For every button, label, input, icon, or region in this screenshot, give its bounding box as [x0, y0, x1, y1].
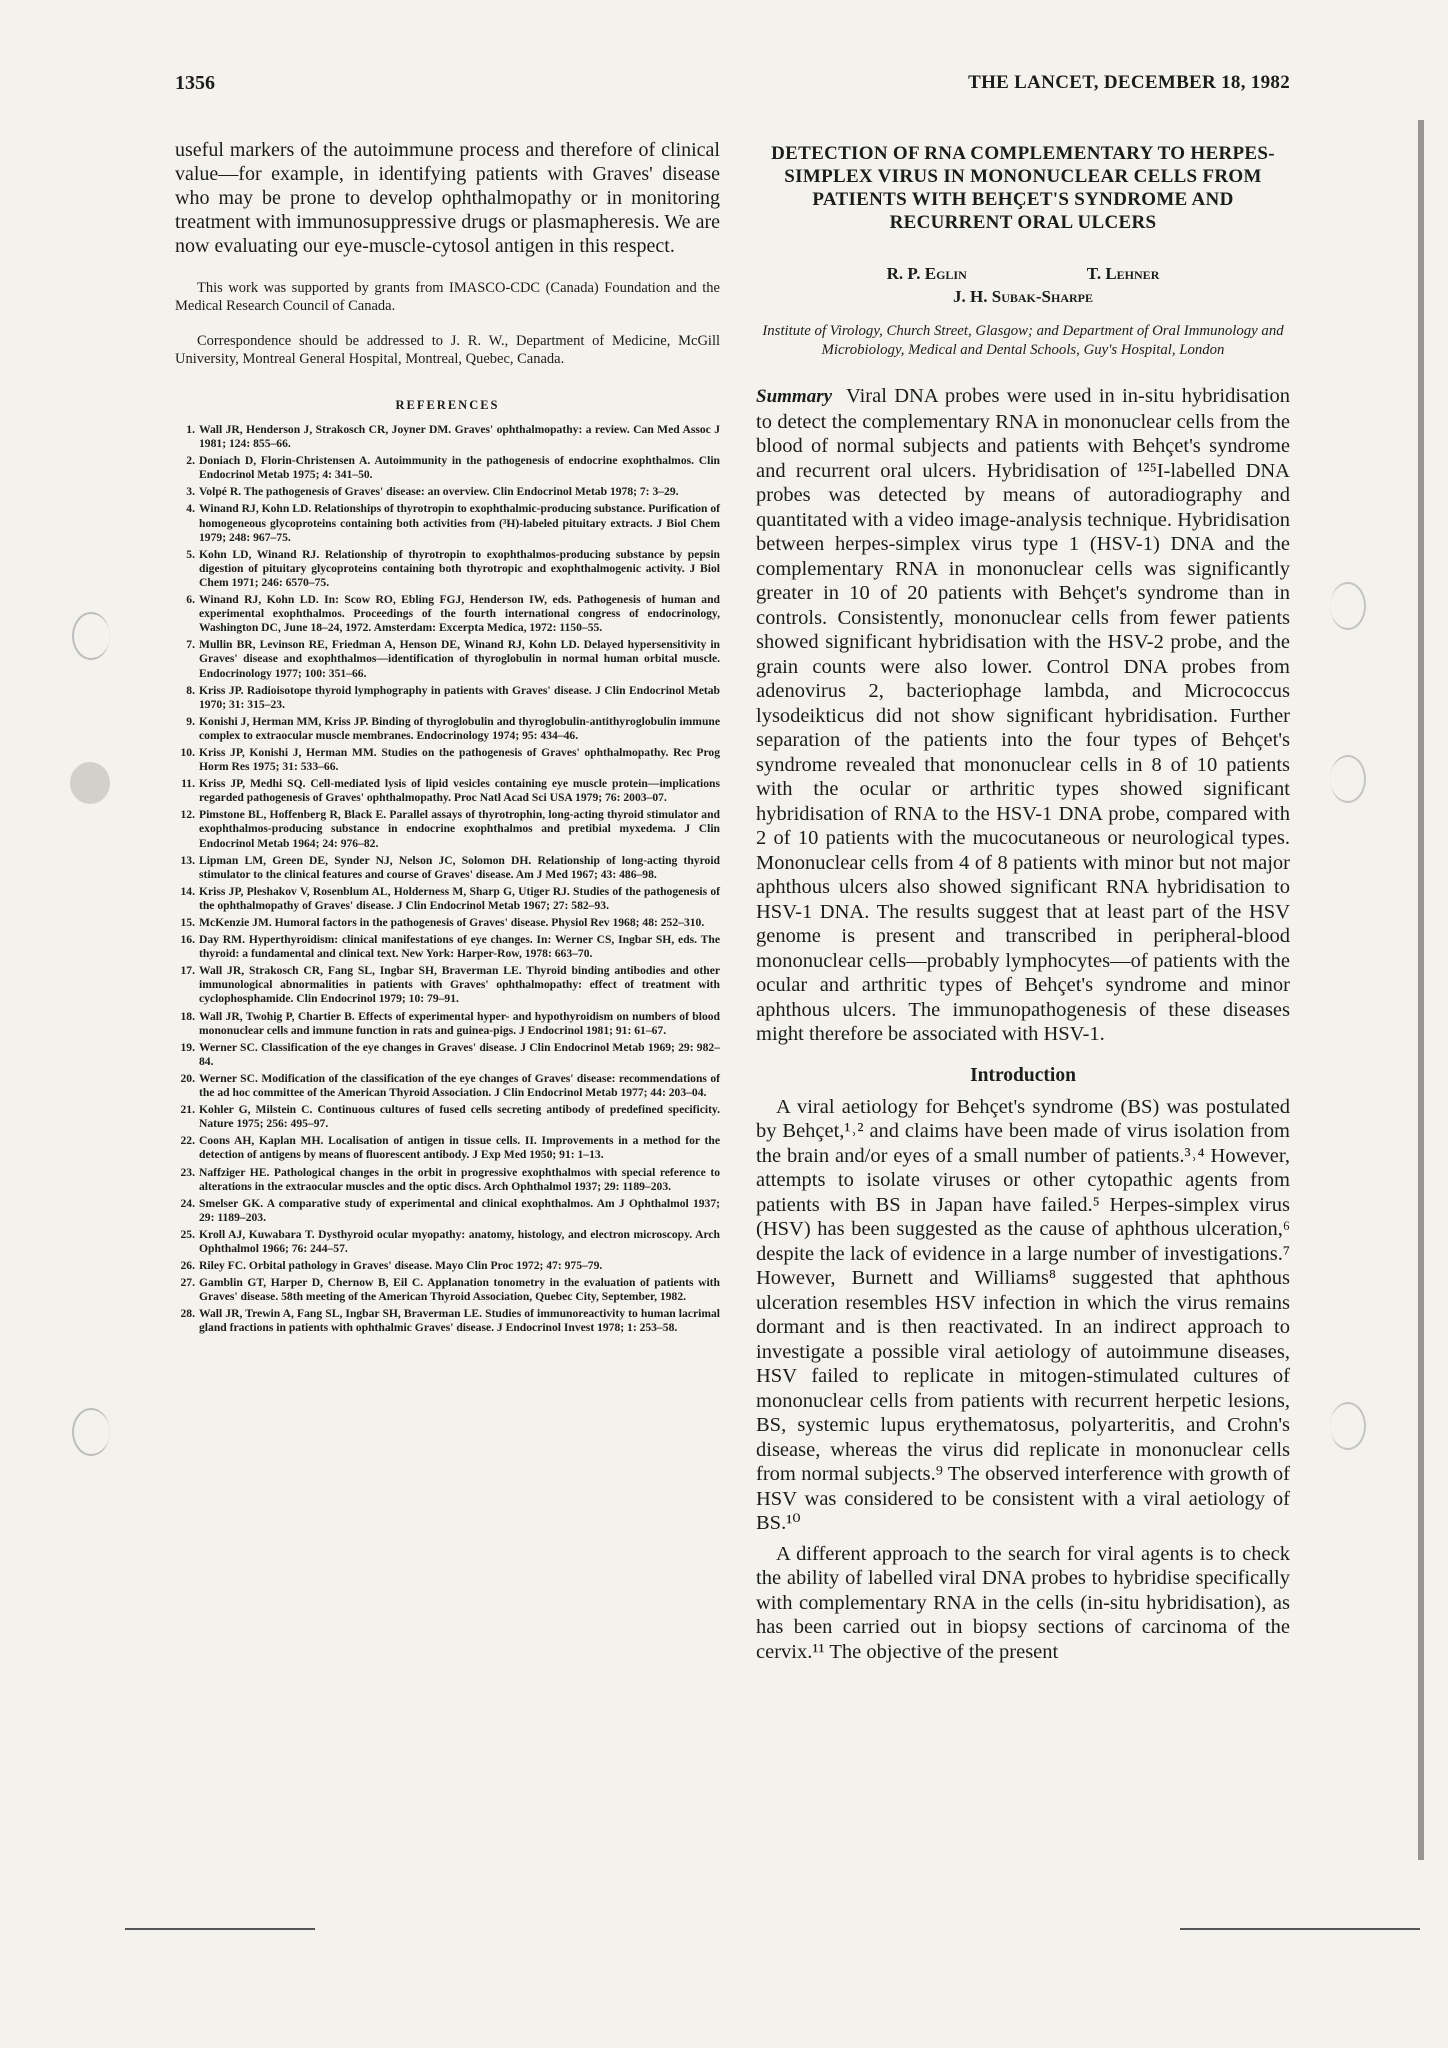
reference-text: Wall JR, Strakosch CR, Fang SL, Ingbar SH, Braverman LE. Thyroid binding antibodies and other immunological abnormalities in patients with Graves' ophthalmopathy: effect of treatment with cyclophosphamide. Clin Endocrinol 1979; 10: 79–91.: [199, 964, 720, 1006]
reference-item: [175, 684, 720, 712]
reference-number: 12.: [180, 808, 195, 822]
reference-item: [175, 423, 720, 451]
binding-edge-shadow: [1418, 120, 1424, 1860]
reference-item: [175, 638, 720, 680]
reference-number: 25.: [180, 1227, 195, 1241]
authors-line-1: [756, 262, 1290, 285]
reference-text: Riley FC. Orbital pathology in Graves' disease. Mayo Clin Proc 1972; 47: 975–79.: [199, 1259, 603, 1273]
reference-number: 26.: [180, 1259, 195, 1273]
reference-number: 1.: [186, 423, 195, 436]
reference-text: Winand RJ, Kohn LD. In: Scow RO, Ebling FGJ, Henderson IW, eds. Pathogenesis of human and experimental exophthalmos. Proceedings of the fourth international congress of endocrinology, Washington DC, June 18–24, 1972. Amsterdam: Excerpta Medica, 1972: 1150–55.: [199, 593, 720, 635]
page-number: 1356: [175, 72, 215, 94]
punch-hole-mark: [70, 762, 110, 804]
authors-line-2: J. H. Subak-Sharpe: [953, 287, 1093, 306]
reference-number: 11.: [181, 777, 195, 791]
summary-text: Viral DNA probes were used in in-situ hybridisation to detect the complementary RNA in mononuclear cells from the blood of normal subjects and patients with Behçet's syndrome and recurrent oral ulcers. Hybridisation of ¹²⁵I-labelled DNA probes was detected by means of autoradiography and quantitated with a video image-analysis technique. Hybridisation between herpes-simplex virus type 1 (HSV-1) DNA and the complementary RNA in mononuclear cells was significantly greater in 10 of 20 patients with Behçet's syndrome than in controls. Consistently, mononuclear cells from fewer patients showed significant hybridisation with the HSV-2 probe, and the grain counts were also lower. Control DNA probes from adenovirus 2, bacteriophage lambda, and Micrococcus lysodeikticus did not show significant hybridisation. Further separation of the patients into the four types of Behçet's syndrome revealed that mononuclear cells in 8 of 10 patients with the ocular or arthritic types showed significant hybridisation of RNA to the HSV-1 DNA probe, compared with 2 of 10 patients with the mucocutaneous or neurological types. Mononuclear cells from 4 of 8 patients with minor but not major aphthous ulcers also showed significant RNA hybridisation to HSV-1 DNA. The results suggest that at least part of the HSV genome is present and transcribed in peripheral-blood mononuclear cells—probably lymphocytes—of patients with the ocular and arthritic types of Behçet's syndrome and minor aphthous ulcers. The immunopathogenesis of these diseases might therefore be associated with HSV-1.: [756, 385, 1290, 1045]
journal-date: THE LANCET, DECEMBER 18, 1982: [968, 72, 1290, 93]
punch-hole-mark: [1330, 582, 1366, 630]
reference-item: [175, 1103, 720, 1131]
reference-number: 23.: [180, 1165, 195, 1179]
reference-item: [175, 1228, 720, 1256]
reference-number: 13.: [180, 853, 195, 867]
reference-number: 4.: [186, 502, 195, 516]
reference-number: 24.: [180, 1196, 195, 1210]
reference-item: [175, 885, 720, 913]
reference-number: 28.: [180, 1307, 195, 1321]
reference-number: 20.: [180, 1071, 195, 1085]
reference-text: Wall JR, Twohig P, Chartier B. Effects of experimental hyper- and hypothyroidism on numbers of blood mononuclear cells and immune function in rats and guinea-pigs. J Endocrinol 1981; 91: 61–67.: [199, 1009, 720, 1037]
punch-hole-mark: [72, 1408, 110, 1456]
reference-text: Mullin BR, Levinson RE, Friedman A, Henson DE, Winand RJ, Kohn LD. Delayed hypersensitivity in Graves' disease and exophthalmos—identification of thyroglobulin in normal human orbital muscle. Endocrinology 1977; 100: 351–66.: [199, 638, 720, 680]
reference-item: [175, 854, 720, 882]
reference-text: Kriss JP, Pleshakov V, Rosenblum AL, Holderness M, Sharp G, Utiger RJ. Studies of the pathogenesis of the ophthalmopathy of Graves' disease. J Clin Endocrinol Metab 1967; 27: 582–93.: [199, 884, 720, 912]
reference-item: [175, 715, 720, 743]
reference-number: 21.: [180, 1103, 195, 1117]
reference-text: Naffziger HE. Pathological changes in the orbit in progressive exophthalmos with special reference to alterations in the extraocular muscles and the optic discs. Arch Ophthalmol 1937; 29: 1189–203.: [199, 1165, 720, 1193]
reference-item: [175, 933, 720, 961]
reference-text: Kriss JP. Radioisotope thyroid lymphography in patients with Graves' disease. J Clin Endocrinol Metab 1970; 31: 315–23.: [199, 683, 720, 711]
reference-text: Winand RJ, Kohn LD. Relationships of thyrotropin to exophthalmic-producing substance. Purification of homogeneous glycoproteins containing both activities from (³H)-labeled pituitary extracts. J Biol Chem 1979; 248: 967–75.: [199, 502, 720, 544]
reference-text: Doniach D, Florin-Christensen A. Autoimmunity in the pathogenesis of endocrine exophthalmos. Clin Endocrinol Metab 1975; 4: 341–50.: [199, 454, 720, 482]
reference-number: 7.: [186, 638, 195, 652]
reference-number: 22.: [180, 1134, 195, 1148]
reference-item: [175, 916, 720, 930]
reference-item: [175, 808, 720, 850]
reference-text: Wall JR, Trewin A, Fang SL, Ingbar SH, Braverman LE. Studies of immunoreactivity to human lacrimal gland fractions in patients with ophthalmic Graves' disease. J Endocrinol Invest 1978; 1: 253–58.: [199, 1307, 720, 1335]
reference-text: Konishi J, Herman MM, Kriss JP. Binding of thyroglobulin and thyroglobulin-antithyroglobulin immune complex to extraocular muscle membranes. Endocrinology 1974; 95: 434–46.: [199, 714, 720, 742]
reference-item: [175, 454, 720, 482]
correspondence-note: Correspondence should be addressed to J. R. W., Department of Medicine, McGill University, Montreal General Hospital, Montreal, Quebec, Canada.: [175, 333, 720, 367]
reference-number: 14.: [180, 884, 195, 898]
reference-item: [175, 1197, 720, 1225]
reference-number: 18.: [180, 1009, 195, 1023]
author-eglin: R. P. Eglin: [886, 264, 967, 283]
bottom-edge-line: [125, 1928, 315, 1930]
continuation-paragraph: useful markers of the autoimmune process and therefore of clinical value—for example, in identifying patients with Graves' disease who may be prone to develop ophthalmopathy or in monitoring treatment with immunosuppressive drugs or plasmapheresis. We are now evaluating our eye-muscle-cytosol antigen in this respect.: [175, 139, 720, 257]
reference-text: Werner SC. Modification of the classification of the eye changes of Graves' disease: recommendations of the ad hoc committee of the American Thyroid Association. J Clin Endocrinol Metab 1977; 44: 203–04.: [199, 1071, 720, 1100]
reference-text: Lipman LM, Green DE, Synder NJ, Nelson JC, Solomon DH. Relationship of long-acting thyroid stimulator to the clinical features and course of Graves' disease. Am J Med 1967; 43: 486–98.: [199, 853, 720, 881]
reference-number: 8.: [186, 683, 195, 697]
reference-number: 16.: [180, 933, 195, 947]
reference-number: 3.: [186, 485, 195, 499]
reference-item: [175, 777, 720, 805]
punch-hole-mark: [1330, 1402, 1366, 1450]
reference-item: [175, 502, 720, 544]
reference-number: 9.: [186, 714, 195, 728]
reference-item: [175, 1134, 720, 1162]
reference-item: [175, 964, 720, 1006]
reference-item: [175, 1041, 720, 1069]
funding-note: This work was supported by grants from IMASCO-CDC (Canada) Foundation and the Medical Research Council of Canada.: [175, 280, 720, 314]
introduction-paragraph-1: A viral aetiology for Behçet's syndrome (BS) was postulated by Behçet,¹˒² and claims have been made of virus isolation from the brain and/or eyes of a small number of patients.³˒⁴ However, attempts to isolate viruses or other cytopathic agents from patients with BS in Japan have failed.⁵ Herpes-simplex virus (HSV) has been suggested as the cause of aphthous ulceration,⁶ despite the lack of evidence in a large number of investigations.⁷ However, Burnett and Williams⁸ suggested that aphthous ulceration resembles HSV infection in which the virus remains dormant and is then reactivated. In an indirect approach to investigate a possible viral aetiology of autoimmune diseases, HSV failed to replicate in mitogen-stimulated cultures of mononuclear cells from patients with recurrent herpetic lesions, BS, systemic lupus erythematosus, polyarteritis, and Crohn's disease, whereas the virus did replicate in mononuclear cells from normal subjects.⁹ The observed interference with growth of HSV was considered to be consistent with a viral aetiology of BS.¹⁰: [756, 1095, 1290, 1534]
article-title: DETECTION OF RNA COMPLEMENTARY TO HERPES-SIMPLEX VIRUS IN MONONUCLEAR CELLS FROM PATIENTS WITH BEHÇET'S SYNDROME AND RECURRENT ORAL ULCERS: [771, 143, 1275, 233]
references-title: REFERENCES: [395, 398, 500, 412]
reference-number: 17.: [180, 964, 195, 978]
reference-text: Pimstone BL, Hoffenberg R, Black E. Parallel assays of thyrotrophin, long-acting thyroid stimulator and exophthalmos-producing substance in endocrine exophthalmos and pretibial myxedema. J Clin Endocrinol Metab 1964; 24: 976–82.: [199, 808, 720, 850]
reference-item: [175, 485, 720, 499]
reference-number: 2.: [186, 454, 195, 468]
left-column: [175, 138, 720, 1339]
punch-hole-mark: [72, 612, 110, 660]
reference-text: Kriss JP, Konishi J, Herman MM. Studies on the pathogenesis of Graves' ophthalmopathy. Rec Prog Horm Res 1975; 31: 533–66.: [199, 745, 720, 774]
reference-text: Kroll AJ, Kuwabara T. Dysthyroid ocular myopathy: anatomy, histology, and electron microscopy. Arch Ophthalmol 1966; 76: 244–57.: [199, 1227, 720, 1255]
reference-text: McKenzie JM. Humoral factors in the pathogenesis of Graves' disease. Physiol Rev 1968; 48: 252–310.: [199, 916, 705, 929]
reference-text: Gamblin GT, Harper D, Chernow B, Eil C. Applanation tonometry in the evaluation of patients with Graves' disease. 58th meeting of the American Thyroid Association, Quebec City, September, 1982.: [199, 1276, 720, 1304]
introduction-paragraph-2: A different approach to the search for viral agents is to check the ability of labelled viral DNA probes to hybridise specifically with complementary RNA in the cells (in-situ hybridisation), as has been carried out in biopsy sections of carcinoma of the cervix.¹¹ The objective of the present: [756, 1542, 1290, 1663]
reference-item: [175, 1307, 720, 1335]
reference-text: Smelser GK. A comparative study of experimental and clinical exophthalmos. Am J Ophthalmol 1937; 29: 1189–203.: [199, 1196, 720, 1224]
reference-item: [175, 1072, 720, 1100]
reference-text: Day RM. Hyperthyroidism: clinical manifestations of eye changes. In: Werner CS, Ingbar SH, eds. The thyroid: a fundamental and clinical text. New York: Harper-Row, 1978: 663–70.: [199, 933, 720, 961]
reference-text: Kohler G, Milstein C. Continuous cultures of fused cells secreting antibody of predefined specificity. Nature 1975; 256: 495–97.: [199, 1103, 720, 1131]
reference-item: [175, 1010, 720, 1038]
running-header: [175, 72, 1290, 102]
reference-number: 27.: [180, 1276, 195, 1290]
summary-paragraph: [756, 384, 1290, 1047]
reference-item: [175, 1259, 720, 1273]
reference-item: [175, 1166, 720, 1194]
references-list: [175, 423, 720, 1336]
reference-item: [175, 746, 720, 774]
author-lehner: T. Lehner: [1086, 264, 1160, 283]
bottom-edge-line: [1180, 1928, 1420, 1930]
reference-text: Werner SC. Classification of the eye changes in Graves' disease. J Clin Endocrinol Metab 1969; 29: 982–84.: [199, 1040, 720, 1068]
affiliation: Institute of Virology, Church Street, Glasgow; and Department of Oral Immunology and Microbiology, Medical and Dental Schools, Guy's Hospital, London: [762, 323, 1284, 358]
reference-text: Kriss JP, Medhi SQ. Cell-mediated lysis of lipid vesicles containing eye muscle protein—implications regarded pathogenesis of Graves' ophthalmopathy. Proc Natl Acad Sci USA 1979; 76: 2003–07.: [199, 777, 720, 805]
introduction-heading: Introduction: [970, 1064, 1076, 1086]
right-column: [756, 138, 1290, 1664]
reference-item: [175, 548, 720, 590]
reference-number: 15.: [180, 916, 195, 929]
reference-text: Coons AH, Kaplan MH. Localisation of antigen in tissue cells. II. Improvements in a method for the detection of antigens by means of fluorescent antibody. J Exp Med 1950; 91: 1–13.: [199, 1134, 720, 1162]
reference-text: Kohn LD, Winand RJ. Relationship of thyrotropin to exophthalmos-producing substance by pepsin digestion of pituitary glycoproteins containing both thyrotropic and exophthalmogenic activity. J Biol Chem 1971; 246: 6570–75.: [199, 547, 720, 589]
reference-item: [175, 1276, 720, 1304]
reference-number: 6.: [186, 593, 195, 607]
summary-heading: Summary: [756, 386, 833, 407]
reference-text: Wall JR, Henderson J, Strakosch CR, Joyner DM. Graves' ophthalmopathy: a review. Can Med Assoc J 1981; 124: 855–66.: [199, 423, 720, 451]
authors-block: [756, 262, 1290, 308]
punch-hole-mark: [1330, 755, 1366, 803]
reference-number: 10.: [180, 745, 195, 759]
reference-item: [175, 593, 720, 635]
reference-number: 5.: [186, 547, 195, 561]
reference-number: 19.: [180, 1040, 195, 1054]
reference-text: Volpé R. The pathogenesis of Graves' disease: an overview. Clin Endocrinol Metab 1978; 7: 3–29.: [199, 485, 679, 499]
